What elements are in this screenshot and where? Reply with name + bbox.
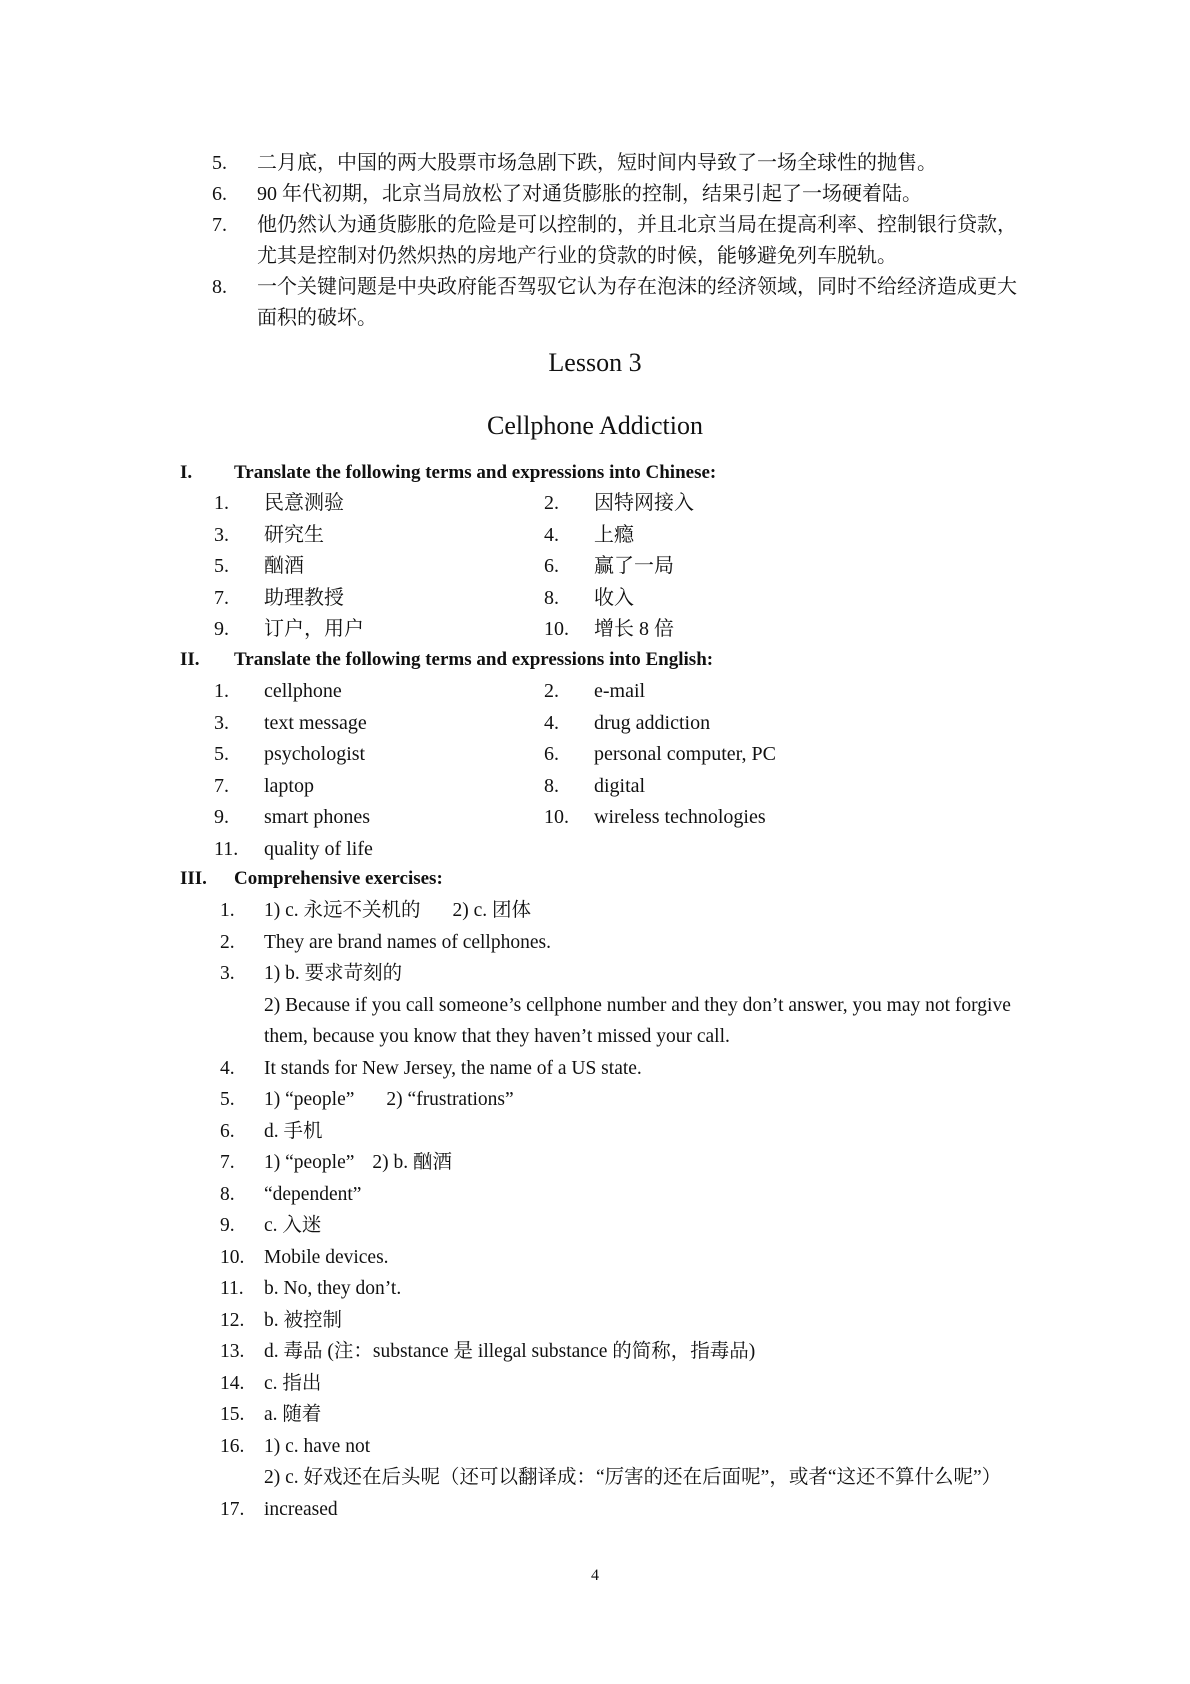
exercise-item: [220, 1147, 1020, 1179]
term-item: [544, 583, 854, 615]
exercise-number: 2.: [220, 931, 235, 953]
section-heading-iii: [180, 865, 443, 893]
term-number: 2.: [544, 492, 559, 514]
comprehensive-exercises-list: [220, 895, 1020, 1525]
term-number: 10.: [544, 806, 569, 828]
exercise-number: 17.: [220, 1498, 245, 1520]
term-text: 上瘾: [594, 523, 634, 546]
term-number: 11.: [214, 837, 239, 860]
term-number: 2.: [544, 680, 559, 702]
term-text: drug addiction: [594, 711, 711, 734]
term-number: 8.: [544, 774, 559, 797]
section-heading-ii: [180, 646, 713, 674]
list-item: [212, 210, 1022, 272]
exercise-number: 16.: [220, 1435, 245, 1457]
exercise-item: [220, 1305, 1020, 1337]
term-item: [544, 708, 854, 740]
exercise-number: 12.: [220, 1309, 245, 1331]
list-item: [212, 272, 1022, 334]
exercise-item: [220, 1273, 1020, 1305]
exercise-answer: 2) Because if you call someone’s cellphone number and they don’t answer, you may not forgive them, because you know that they haven’t missed your call.: [264, 994, 1011, 1047]
item-number: 5.: [212, 152, 227, 174]
item-text: 他仍然认为通货膨胀的危险是可以控制的，并且北京当局在提高利率、控制银行贷款，尤其是控制对仍然炽热的房地产行业的贷款的时候，能够避免列车脱轨。: [257, 214, 1017, 267]
term-number: 10.: [544, 618, 569, 640]
term-text: 订户，用户: [264, 618, 364, 640]
term-number: 6.: [544, 555, 559, 577]
exercise-item: [220, 1399, 1020, 1431]
exercise-answer: They are brand names of cellphones.: [264, 931, 551, 953]
term-item: [214, 520, 544, 552]
term-number: 3.: [214, 523, 229, 546]
exercise-answer: d. 毒品 (注：substance 是 illegal substance 的简称，指毒品): [264, 1341, 756, 1362]
term-number: 1.: [214, 680, 229, 702]
exercise-number: 7.: [220, 1152, 235, 1173]
term-number: 7.: [214, 774, 229, 797]
exercise-answer: 1) c. 永远不关机的: [264, 900, 421, 921]
term-item: [214, 583, 544, 615]
term-item: [214, 614, 544, 646]
top-numbered-list: [212, 148, 1022, 334]
term-item: [214, 834, 544, 866]
term-item: [544, 551, 854, 583]
term-text: laptop: [264, 774, 314, 797]
exercise-item: [220, 927, 1020, 959]
exercise-number: 4.: [220, 1057, 235, 1079]
term-number: 6.: [544, 743, 559, 765]
exercise-item: [220, 1210, 1020, 1242]
exercise-answer: c. 指出: [264, 1372, 322, 1394]
term-text: wireless technologies: [594, 806, 766, 828]
list-item: [212, 148, 1022, 179]
term-item: [214, 708, 544, 740]
exercise-item: [220, 1494, 1020, 1526]
exercise-answer: a. 随着: [264, 1404, 322, 1425]
exercise-number: 14.: [220, 1372, 245, 1394]
term-number: 9.: [214, 618, 229, 640]
exercise-answer: Mobile devices.: [264, 1246, 389, 1268]
term-text: 赢了一局: [594, 555, 674, 577]
term-text: 因特网接入: [594, 492, 694, 514]
term-item: [214, 551, 544, 583]
exercise-item: [220, 895, 1020, 927]
term-item: [214, 739, 544, 771]
section-number: II.: [180, 649, 200, 670]
term-item: [544, 614, 854, 646]
term-text: 酗酒: [264, 555, 304, 577]
exercise-number: 13.: [220, 1341, 245, 1362]
term-item: [214, 676, 544, 708]
item-number: 7.: [212, 214, 227, 236]
term-item: [214, 488, 544, 520]
section-number: I.: [180, 462, 193, 483]
list-item: [212, 179, 1022, 210]
exercise-number: 5.: [220, 1089, 235, 1110]
term-text: smart phones: [264, 806, 371, 828]
term-text: text message: [264, 711, 367, 734]
exercise-answer: increased: [264, 1498, 338, 1520]
exercise-item: [220, 1242, 1020, 1274]
section-title: Translate the following terms and expressions into Chinese:: [234, 462, 717, 483]
term-item: [544, 739, 854, 771]
term-text: quality of life: [264, 837, 373, 860]
exercise-answer: b. 被控制: [264, 1309, 343, 1331]
exercise-number: 11.: [220, 1278, 244, 1299]
term-text: 增长 8 倍: [594, 618, 674, 640]
exercise-answer: c. 入迷: [264, 1215, 322, 1236]
term-text: psychologist: [264, 743, 366, 765]
term-number: 4.: [544, 523, 559, 546]
exercise-answer: d. 手机: [264, 1120, 323, 1142]
term-text: 研究生: [264, 523, 324, 546]
exercise-item: [220, 1431, 1020, 1494]
item-text: 90 年代初期，北京当局放松了对通货膨胀的控制，结果引起了一场硬着陆。: [257, 183, 922, 205]
term-text: 助理教授: [264, 586, 344, 609]
section-title: Comprehensive exercises:: [234, 868, 443, 889]
exercise-answer: 2) b. 酗酒: [372, 1152, 453, 1173]
item-number: 6.: [212, 183, 227, 205]
exercise-answer: It stands for New Jersey, the name of a US state.: [264, 1057, 642, 1079]
term-item: [544, 488, 854, 520]
term-number: 9.: [214, 806, 229, 828]
term-number: 5.: [214, 743, 229, 765]
exercise-item: [220, 1084, 1020, 1116]
page-number: 4: [591, 1567, 599, 1584]
term-number: 3.: [214, 711, 229, 734]
term-text: 收入: [594, 586, 634, 609]
exercise-item: [220, 1336, 1020, 1368]
term-number: 4.: [544, 711, 559, 734]
item-text: 二月底，中国的两大股票市场急剧下跌，短时间内导致了一场全球性的抛售。: [257, 152, 937, 174]
exercise-answer: 2) c. 团体: [452, 900, 532, 921]
exercise-number: 3.: [220, 963, 235, 984]
exercise-answer: 1) b. 要求苛刻的: [264, 963, 403, 984]
exercise-item: [220, 1368, 1020, 1400]
exercise-answer: “dependent”: [264, 1183, 362, 1205]
exercise-answer: 1) c. have not: [264, 1435, 371, 1457]
term-item: [544, 520, 854, 552]
exercise-answer: 1) “people”: [264, 1152, 355, 1173]
term-item: [544, 676, 854, 708]
term-number: 1.: [214, 492, 229, 514]
exercise-answer: 2) c. 好戏还在后头呢（还可以翻译成：“厉害的还在后面呢”，或者“这还不算什么呢”）: [264, 1467, 1002, 1488]
term-number: 8.: [544, 586, 559, 609]
term-text: digital: [594, 774, 646, 797]
section-title: Translate the following terms and expressions into English:: [234, 649, 714, 670]
term-text: cellphone: [264, 680, 342, 702]
term-item: [544, 771, 854, 803]
exercise-number: 15.: [220, 1404, 245, 1425]
section-ii-terms-grid: [214, 676, 854, 865]
exercise-number: 10.: [220, 1246, 245, 1268]
exercise-item: [220, 1179, 1020, 1211]
term-text: e-mail: [594, 680, 646, 702]
item-text: 一个关键问题是中央政府能否驾驭它认为存在泡沫的经济领域，同时不给经济造成更大面积的破坏。: [257, 276, 1017, 329]
term-item: [544, 802, 854, 834]
term-text: 民意测验: [264, 492, 344, 514]
exercise-answer: b. No, they don’t.: [264, 1278, 402, 1299]
exercise-item: [220, 1053, 1020, 1085]
term-number: 7.: [214, 586, 229, 609]
exercise-answer: 2) “frustrations”: [386, 1089, 514, 1110]
term-item: [214, 802, 544, 834]
exercise-answer: 1) “people”: [264, 1089, 355, 1110]
exercise-number: 6.: [220, 1120, 235, 1142]
term-item: [214, 771, 544, 803]
term-number: 5.: [214, 555, 229, 577]
term-text: personal computer, PC: [594, 743, 776, 765]
section-number: III.: [180, 868, 207, 889]
lesson-title: Lesson 3: [548, 348, 642, 377]
section-i-terms-grid: [214, 488, 854, 646]
section-heading-i: [180, 459, 716, 487]
exercise-item: [220, 958, 1020, 1053]
exercise-number: 8.: [220, 1183, 235, 1205]
lesson-subtitle: Cellphone Addiction: [487, 411, 703, 440]
exercise-number: 1.: [220, 900, 235, 921]
item-number: 8.: [212, 276, 227, 298]
exercise-item: [220, 1116, 1020, 1148]
exercise-number: 9.: [220, 1215, 235, 1236]
